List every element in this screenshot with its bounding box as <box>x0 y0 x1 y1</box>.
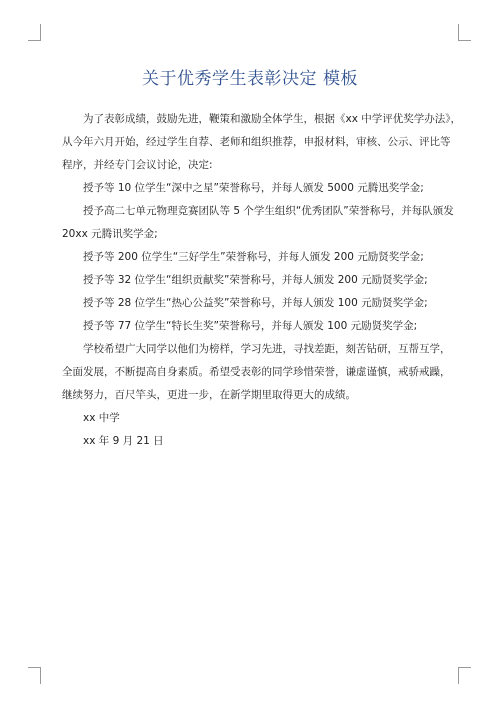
document-title: 关于优秀学生表彰决定 模板 <box>142 69 358 89</box>
award-item-3: 授予等 200 位学生“三好学生”荣誉称号，并每人颁发 200 元励贤奖学金; <box>83 251 424 263</box>
crop-mark-bottom-left <box>28 667 41 684</box>
award-item-2-line-1: 授予高二七单元物理竞赛团队等 5 个学生组织“优秀团队”荣誉称号，并每队颁发 <box>83 205 454 217</box>
crop-mark-top-right <box>458 24 471 41</box>
paragraph-closing-line-2: 全面发展，不断提高自身素质。希望受表彰的同学珍惜荣誉，谦虚谨慎，戒骄戒躁， <box>62 366 451 378</box>
paragraph-intro-line-3: 程序，并经专门会议讨论，决定: <box>62 159 213 171</box>
paragraph-intro-line-2: 从今年六月开始，经过学生自荐、老师和组织推荐，申报材料，审核、公示、评比等 <box>62 136 451 148</box>
award-item-4: 授予等 32 位学生“组织贡献奖”荣誉称号，并每人颁发 200 元励贤奖学金; <box>83 274 428 286</box>
award-item-1: 授予等 10 位学生“深中之星”荣誉称号，并每人颁发 5000 元腾迅奖学金; <box>83 182 424 194</box>
paragraph-closing-line-3: 继续努力，百尺竿头，更进一步，在新学期里取得更大的成绩。 <box>62 389 356 401</box>
crop-mark-top-left <box>28 24 41 41</box>
award-item-2-line-2: 20xx 元腾讯奖学金; <box>62 228 158 240</box>
award-item-6: 授予等 77 位学生“特长生奖”荣誉称号，并每人颁发 100 元励贤奖学金; <box>83 320 418 332</box>
signature-school: xx 中学 <box>83 412 120 424</box>
paragraph-intro-line-1: 为了表彰成绩，鼓励先进，鞭策和激励全体学生，根据《xx 中学评优奖学办法》， <box>83 113 462 125</box>
signature-date: xx 年 9 月 21 日 <box>83 435 164 447</box>
crop-mark-bottom-right <box>458 667 471 684</box>
award-item-5: 授予等 28 位学生“热心公益奖”荣誉称号，并每人颁发 100 元励贤奖学金; <box>83 297 428 309</box>
document-body <box>62 108 462 453</box>
paragraph-closing-line-1: 学校希望广大同学以他们为榜样，学习先进，寻找差距，刻苦钻研，互帮互学， <box>83 343 451 355</box>
